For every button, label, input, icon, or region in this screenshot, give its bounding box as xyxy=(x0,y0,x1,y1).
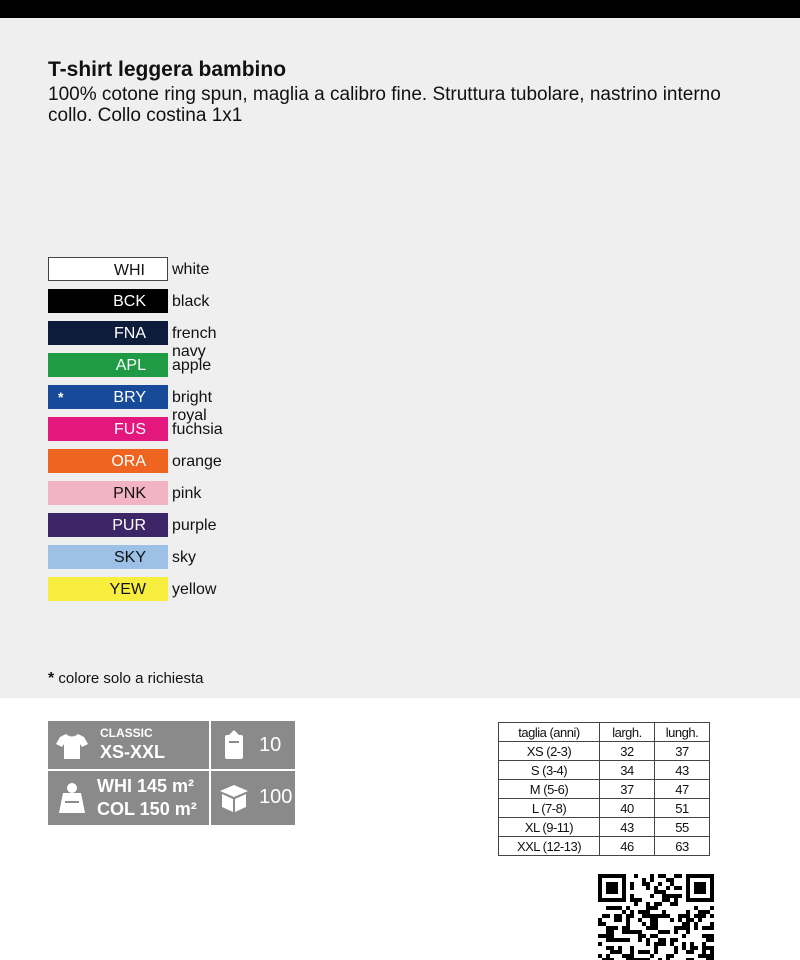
color-name: pink xyxy=(172,485,202,502)
length-cell: 55 xyxy=(655,818,710,837)
size-cell: XXL (12-13) xyxy=(499,837,600,856)
length-cell: 47 xyxy=(655,780,710,799)
color-swatch xyxy=(48,289,168,313)
width-cell: 40 xyxy=(600,799,655,818)
size-table xyxy=(498,722,710,856)
note-star: * xyxy=(48,670,55,687)
weight-whi: WHI 145 m² xyxy=(97,776,195,796)
color-code: WHI xyxy=(113,262,145,279)
color-name: purple xyxy=(172,517,217,534)
color-code: BRY xyxy=(113,389,146,406)
color-swatch xyxy=(48,353,168,377)
color-code: APL xyxy=(115,357,146,374)
color-name: orange xyxy=(172,453,222,470)
color-code: FNA xyxy=(114,325,146,342)
color-code: PUR xyxy=(112,517,146,534)
table-row xyxy=(499,761,710,780)
color-code: ORA xyxy=(111,453,146,470)
box-quantity: 100 xyxy=(259,786,293,808)
length-cell: 43 xyxy=(655,761,710,780)
length-cell: 63 xyxy=(655,837,710,856)
weight-col: COL 150 m² xyxy=(97,799,197,819)
header-size: taglia (anni) xyxy=(499,723,600,742)
color-swatch xyxy=(48,257,168,281)
qr-code xyxy=(598,874,714,960)
on-request-star: * xyxy=(58,389,64,405)
note-text: colore solo a richiesta xyxy=(58,670,204,687)
pack-box xyxy=(211,721,295,769)
tshirt-icon xyxy=(56,732,88,760)
color-code: SKY xyxy=(113,549,146,566)
color-code: BCK xyxy=(113,293,146,310)
color-swatch xyxy=(48,385,168,409)
color-name: apple xyxy=(172,357,212,374)
size-range: XS-XXL xyxy=(100,742,166,762)
color-swatch xyxy=(48,545,168,569)
availability-note xyxy=(48,670,203,688)
width-cell: 37 xyxy=(600,780,655,799)
color-code: FUS xyxy=(114,421,146,438)
width-cell: 43 xyxy=(600,818,655,837)
table-row xyxy=(499,742,710,761)
color-name: bright royal xyxy=(172,389,213,424)
fit-size-box xyxy=(48,721,209,769)
length-cell: 37 xyxy=(655,742,710,761)
size-cell: S (3-4) xyxy=(499,761,600,780)
color-name: yellow xyxy=(172,581,217,598)
color-name: black xyxy=(172,293,210,310)
header-width: largh. xyxy=(600,723,655,742)
table-row xyxy=(499,799,710,818)
color-swatch xyxy=(48,513,168,537)
fabric-weight-icon xyxy=(57,781,87,815)
color-swatch xyxy=(48,417,168,441)
product-description: 100% cotone ring spun, maglia a calibro fine. Struttura tubolare, nastrino interno collo. Collo costina 1x1 xyxy=(48,84,721,126)
size-cell: XL (9-11) xyxy=(499,818,600,837)
size-table-header xyxy=(499,723,710,742)
folded-shirt-icon xyxy=(223,729,245,761)
product-title: T-shirt leggera bambino xyxy=(48,58,287,81)
table-row xyxy=(499,837,710,856)
color-swatch xyxy=(48,321,168,345)
fit-label: CLASSIC xyxy=(100,726,153,740)
color-code: YEW xyxy=(109,581,146,598)
length-cell: 51 xyxy=(655,799,710,818)
pack-quantity: 10 xyxy=(259,734,282,756)
open-box-icon xyxy=(218,783,250,813)
width-cell: 32 xyxy=(600,742,655,761)
color-code: PNK xyxy=(113,485,146,502)
width-cell: 34 xyxy=(600,761,655,780)
width-cell: 46 xyxy=(600,837,655,856)
weight-box xyxy=(48,771,209,825)
color-swatch xyxy=(48,481,168,505)
color-swatch xyxy=(48,449,168,473)
color-name: fuchsia xyxy=(172,421,223,438)
color-name: french navy xyxy=(172,325,217,360)
table-row xyxy=(499,818,710,837)
box-quantity-box xyxy=(211,771,295,825)
table-row xyxy=(499,780,710,799)
size-cell: M (5-6) xyxy=(499,780,600,799)
top-bar xyxy=(0,0,800,18)
color-swatch xyxy=(48,577,168,601)
size-cell: XS (2-3) xyxy=(499,742,600,761)
color-name: sky xyxy=(172,549,196,566)
header-length: lungh. xyxy=(655,723,710,742)
color-name: white xyxy=(172,261,210,278)
size-cell: L (7-8) xyxy=(499,799,600,818)
